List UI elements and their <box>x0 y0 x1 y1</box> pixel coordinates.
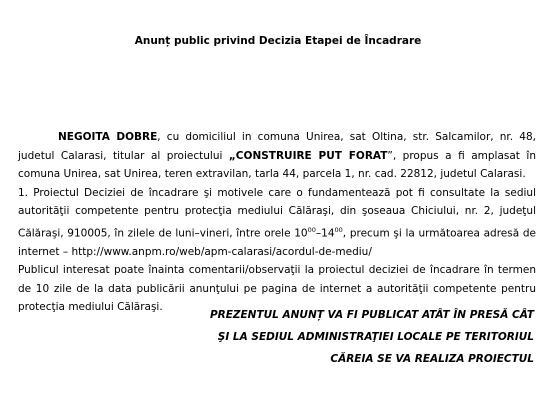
hour-superscript-1: 00 <box>307 225 316 234</box>
paragraph2-text-a: 1. Proiectul Deciziei de încadrare şi motivele care o fundamentează pot fi consultate la sediul autorităţii competente pentru protecţia mediului Călăraşi, din şoseaua Chiciului, nr. 2, judeţul Călăraşi, 910005, în zilele de luni–vineri, între orele 10 <box>18 186 536 239</box>
paragraph1-text-a: , cu domiciliul in comuna Unirea, sat Oltina, str. Salcamilor, nr. 48, judetul Calarasi, titular al proiectului <box>18 131 537 162</box>
paragraph-applicant <box>18 128 536 184</box>
document-title: Anunț public privind Decizia Etapei de Încadrare <box>134 35 422 47</box>
paragraph2-text-b: –14 <box>315 227 335 239</box>
paragraph2-text-c: , precum şi la următoarea adresă de internet – http://www.anpm.ro/web/apm-calarasi/acordul-de-mediu/ <box>18 227 536 258</box>
publication-note-line-2: ŞI LA SEDIUL ADMINISTRAŢIEI LOCALE PE TERITORIUL <box>217 331 534 343</box>
paragraph1-text-b: ”, propus a fi amplasat în comuna Unirea, sat Unirea, teren extravilan, tarla 44, parcela 1, nr. cad. 22812, judetul Calarasi. <box>18 149 536 180</box>
document-body <box>18 128 536 317</box>
hour-superscript-2: 00 <box>334 225 343 234</box>
publication-note <box>210 304 534 370</box>
paragraph-public-comments: Publicul interesat poate înainta comentarii/observaţii la proiectul deciziei de încadrare în termen de 10 zile de la data publicării anunţului pe pagina de internet a autorităţii competente pentru protecţia mediului Călăraşi. <box>18 264 536 313</box>
project-name: „CONSTRUIRE PUT FORAT <box>228 149 388 162</box>
publication-note-line-1: PREZENTUL ANUNȚ VA FI PUBLICAT ATÂT ÎN PRESĂ CÂT <box>209 309 534 321</box>
paragraph-consultation <box>18 184 536 262</box>
applicant-name: NEGOITA DOBRE <box>58 131 158 143</box>
publication-note-line-3: CĂREIA SE VA REALIZA PROIECTUL <box>330 353 534 365</box>
